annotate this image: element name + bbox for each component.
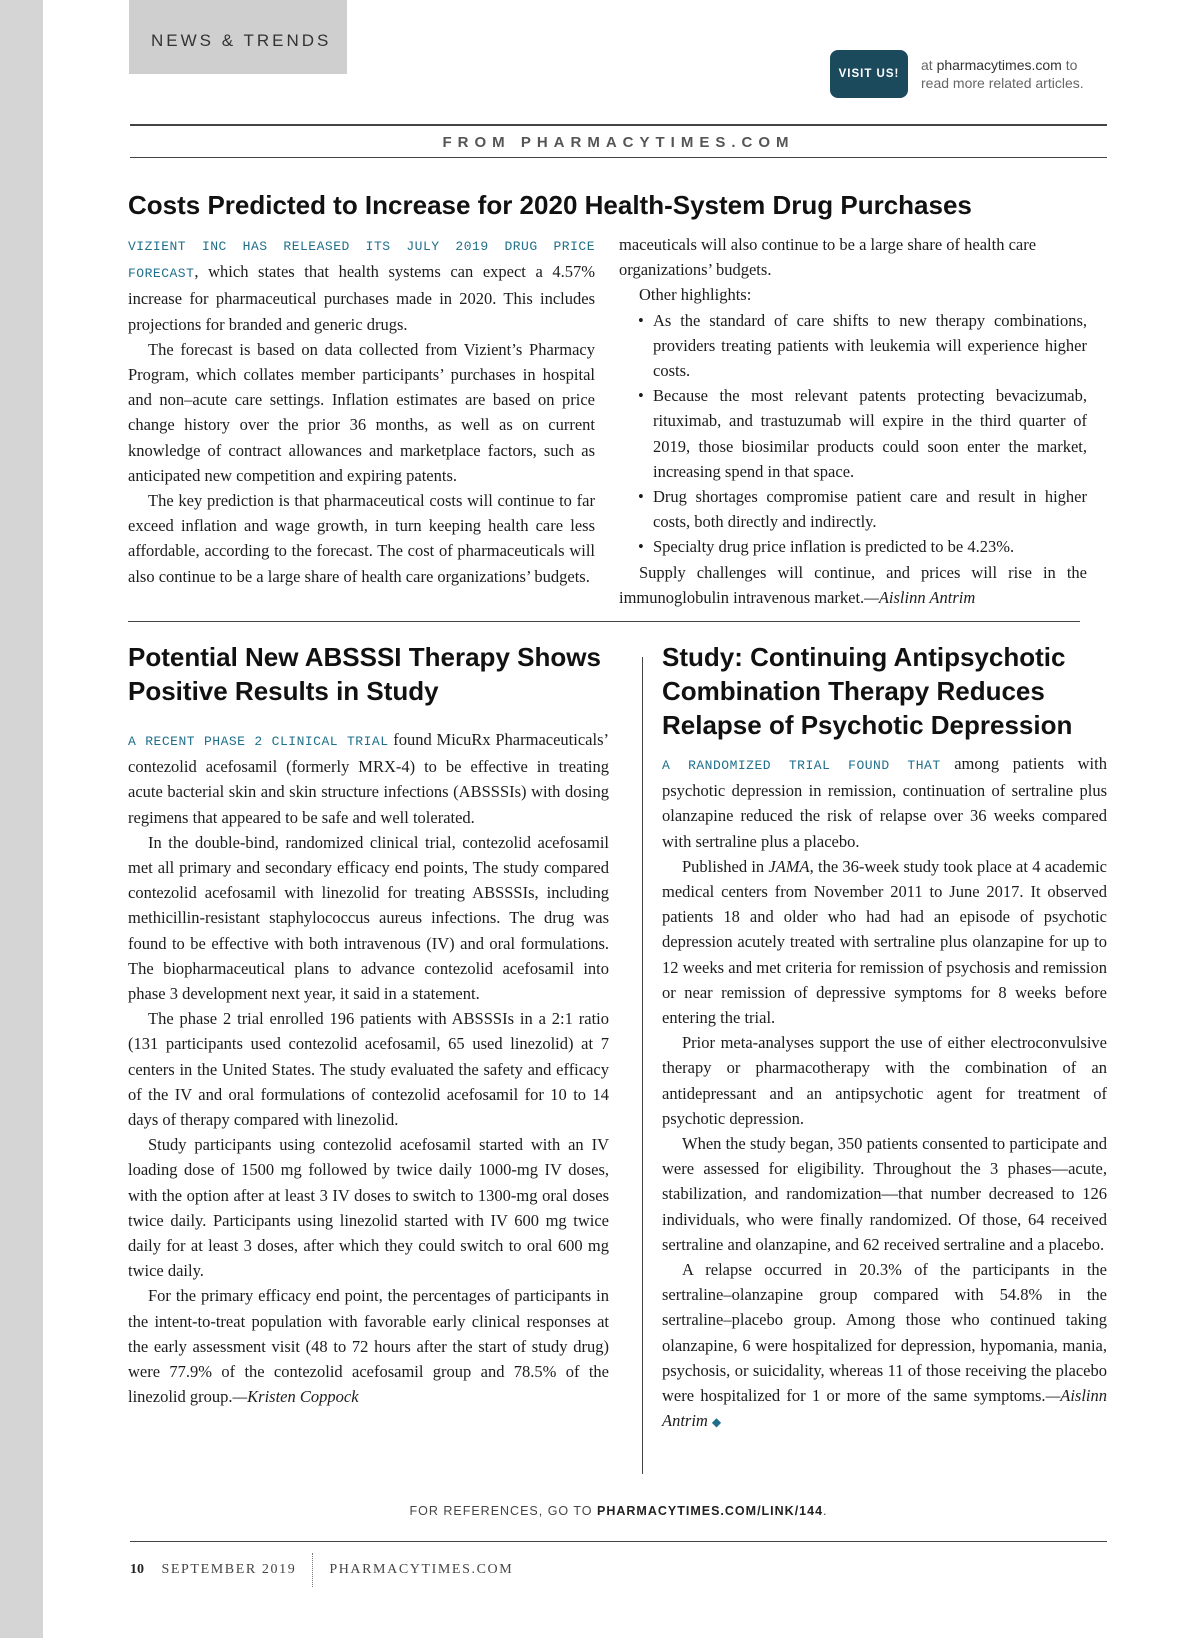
top-rule (130, 124, 1107, 126)
footer (130, 1553, 513, 1587)
references-note: FOR REFERENCES, GO TO PHARMACYTIMES.COM/LINK/144. (409, 1504, 828, 1518)
visit-site-link[interactable]: pharmacytimes.com (936, 57, 1062, 73)
article3-headline: Study: Continuing Antipsychotic Combination Therapy Reduces Relapse of Psychotic Depression (662, 642, 1073, 740)
references-link[interactable]: PHARMACYTIMES.COM/LINK/144 (597, 1504, 824, 1518)
article1-lead: VIZIENT INC HAS RELEASED ITS JULY 2019 DRUG PRICE FORECAST (128, 239, 595, 282)
visit-suffix: to (1065, 57, 1078, 73)
article1-p1-text: , which states that health systems can expect a 4.57% increase for pharmaceutical purchases made in 2020. This includes projections for branded and generic drugs. (128, 262, 595, 334)
journal-name: JAMA (768, 856, 810, 876)
article2-p4: Study participants using contezolid acefosamil started with an IV loading dose of 1500 mg followed by twice daily 1000-mg IV doses, with the option after at least 3 IV doses to switch to 1300-mg oral doses twice daily. Participants using linezolid started with IV 600 mg twice daily for at least 3 doses, after which they could switch to oral 600 mg twice daily. (128, 1135, 609, 1281)
from-rule (130, 157, 1107, 158)
section-label: NEWS & TRENDS (151, 31, 332, 50)
article3-p3: Prior meta-analyses support the use of either electroconvulsive therapy or pharmacotherapy with the combination of an antidepressant and an antipsychotic agent for treatment of psychotic depression. (662, 1033, 1107, 1128)
article1-headline: Costs Predicted to Increase for 2020 Health-System Drug Purchases (128, 190, 972, 220)
section-tab (129, 0, 347, 74)
article1-p4: Other highlights: (639, 285, 752, 305)
list-item: • Because the most relevant patents protecting bevacizumab, rituximab, and trastuzumab will expire in the third quarter of 2019, those biosimilar products could soon enter the market, increasing spend in that space. (638, 386, 1087, 481)
article2-lead: A RECENT PHASE 2 CLINICAL TRIAL (128, 734, 389, 749)
list-item: • As the standard of care shifts to new therapy combinations, providers treating patients with leukemia will experience higher costs. (638, 310, 1087, 381)
footer-site: PHARMACYTIMES.COM (329, 1562, 514, 1578)
visit-us-label: VISIT US! (838, 68, 900, 80)
article2-body (128, 727, 609, 1409)
article1-p3: The key prediction is that pharmaceutical costs will continue to far exceed inflation and wage growth, in turn keeping health care less affordable, according to the forecast. The cost of pharmaceuticals will also continue to be a large share of health care organizations’ budgets. (128, 491, 595, 586)
article1-p1 (128, 232, 595, 337)
article1-highlights (619, 308, 1087, 560)
issue-date: SEPTEMBER 2019 (161, 1562, 297, 1578)
article1-p2: The forecast is based on data collected from Vizient’s Pharmacy Program, which collates member participants’ purchases in hospital and non–acute care settings. Inflation estimates are based on price change history over the prior 36 months, as well as on current knowledge of contract allowances and marketplace factors, such as anticipated new competition and expiring patents. (128, 339, 595, 485)
end-mark-icon: ◆ (711, 1415, 722, 1430)
article1-p3-continued: maceuticals will also continue to be a large share of health care organizations’ budgets. (619, 235, 1037, 280)
article1-col-left (128, 232, 595, 586)
article3-body (662, 751, 1107, 1435)
article3-p4: When the study began, 350 patients consented to participate and were assessed for eligibility. Throughout the 3 phases—acute, stabilization, and randomization—that number decreased to 126 individuals, who were finally randomized. Of those, 64 received sertraline and olanzapine, and 62 received sertraline and a placebo. (662, 1134, 1107, 1254)
article1-p5: Supply challenges will continue, and prices will rise in the immunoglobulin intravenous market.—Aislinn Antrim (619, 562, 1087, 607)
article-divider (128, 621, 1080, 622)
visit-text (921, 56, 1111, 92)
footer-separator (312, 1553, 314, 1587)
list-item: • Specialty drug price inflation is predicted to be 4.23%. (638, 537, 1015, 557)
page-number: 10 (130, 1562, 144, 1578)
article2-p3: The phase 2 trial enrolled 196 patients with ABSSSIs in a 2:1 ratio (131 participants used contezolid acefosamil, 65 used linezolid) at 7 centers in the United States. The study evaluated the safety and efficacy of the IV and oral formulations of contezolid acefosamil for 10 to 14 days of therapy compared with linezolid. (128, 1009, 609, 1130)
page-gutter (0, 0, 43, 1638)
visit-line2: read more related articles. (921, 75, 1084, 91)
article3-p2: Published in JAMA, the 36-week study took place at 4 academic medical centers from November 2011 to June 2017. It observed patients 18 and older who had had an episode of psychotic depression acutely treated with sertraline plus olanzapine for up to 12 weeks and met criteria for remission of psychosis and remission or near remission of depressive symptoms for 8 weeks before entering the trial. (662, 856, 1107, 1028)
footer-rule (130, 1541, 1107, 1542)
article2-byline: —Kristen Coppock (232, 1387, 359, 1407)
article2-headline: Potential New ABSSSI Therapy Shows Positive Results in Study (128, 642, 601, 706)
article1-col-right (619, 232, 1087, 610)
article1-byline: —Aislinn Antrim (864, 587, 976, 607)
article2-p2: In the double-bind, randomized clinical trial, contezolid acefosamil met all primary and secondary efficacy end points, The study compared contezolid acefosamil with linezolid for treating ABSSSIs, including methicillin-resistant staphylococcus aureus infections. The drug was found to be effective with both intravenous (IV) and oral formulations. The biopharmaceutical plans to advance contezolid acefosamil into phase 3 development next year, it said in a statement. (128, 832, 609, 1004)
visit-us-badge[interactable] (830, 50, 908, 98)
article2-p1: A RECENT PHASE 2 CLINICAL TRIAL found MicuRx Pharmaceuticals’ contezolid acefosamil (formerly MRX-4) to be effective in treating acute bacterial skin and skin structure infections (ABSSSIs) with dosing regimens that appeared to be safe and well tolerated. (128, 730, 609, 827)
article3-byline: —Aislinn Antrim (662, 1386, 1107, 1431)
article3-p1: A RANDOMIZED TRIAL FOUND THAT among patients with psychotic depression in remission, continuation of sertraline plus olanzapine reduced the risk of relapse over 36 weeks compared with sertraline plus a placebo. (662, 754, 1107, 851)
list-item: • Drug shortages compromise patient care and result in higher costs, both directly and indirectly. (638, 487, 1087, 532)
article3-lead: A RANDOMIZED TRIAL FOUND THAT (662, 758, 941, 773)
visit-prefix: at (921, 57, 933, 73)
column-rule (642, 657, 643, 1474)
article2-p5: For the primary efficacy end point, the percentages of participants in the intent-to-treat population with favorable early clinical responses at the early assessment visit (48 to 72 hours after the start of study drug) were 77.9% of the contezolid acefosamil group and 78.5% of the linezolid group.—Kristen Coppock (128, 1286, 609, 1407)
from-label: FROM PHARMACYTIMES.COM (442, 134, 795, 151)
article3-p5: A relapse occurred in 20.3% of the participants in the sertraline–olanzapine group compared with 54.8% in the sertraline–placebo group. Among those who continued taking olanzapine, 6 were hospitalized for depression, hypomania, mania, psychosis, or suicidality, whereas 11 of those receiving the placebo were hospitalized for 1 or more of the same symptoms.—Aislinn Antrim ◆ (662, 1260, 1107, 1431)
